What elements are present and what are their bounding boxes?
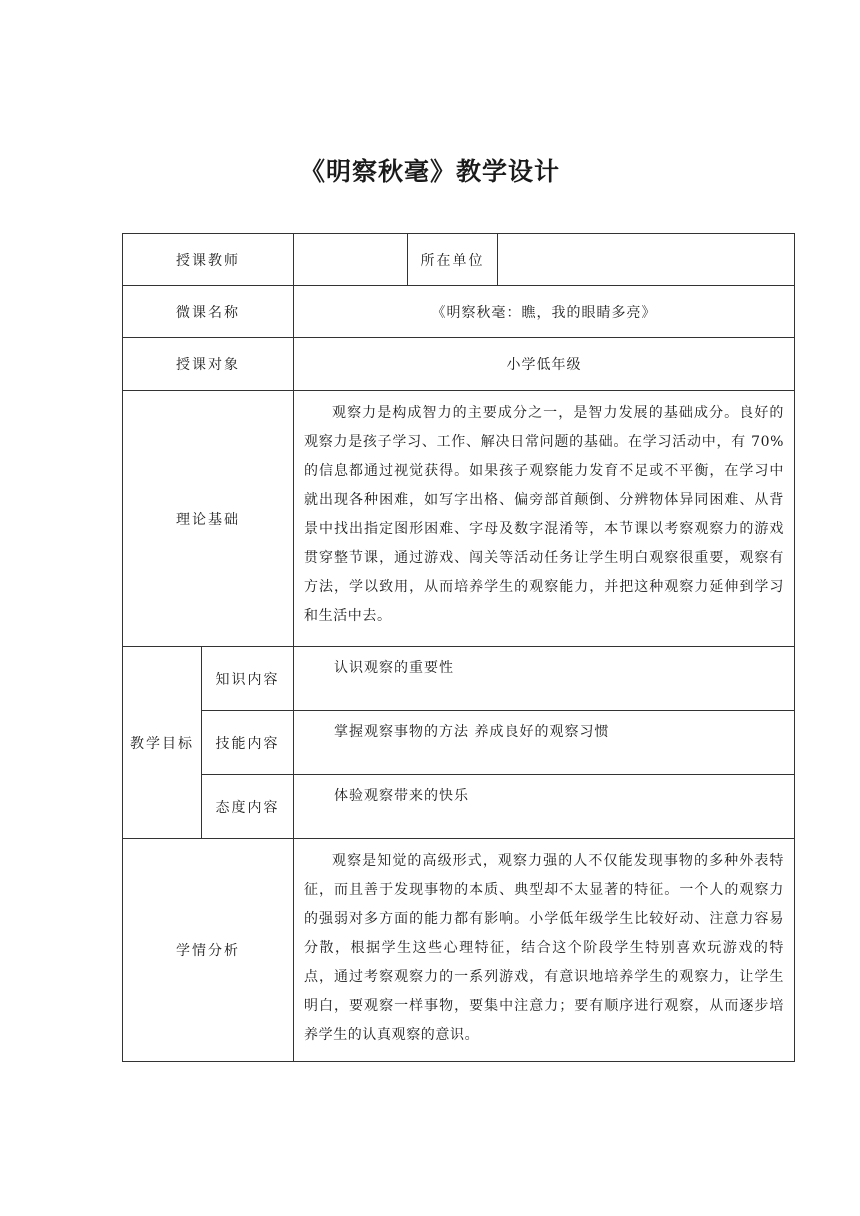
- attitude-label: 态度内容: [202, 775, 294, 839]
- row-attitude: [123, 775, 795, 839]
- skill-text: 掌握观察事物的方法 养成良好的观察习惯: [294, 711, 795, 775]
- document-title: 《明察秋毫》教学设计: [299, 157, 560, 186]
- row-course: [123, 286, 795, 338]
- unit-label: 所在单位: [408, 234, 498, 286]
- goals-label: 教学目标: [123, 647, 202, 839]
- row-audience: [123, 338, 795, 391]
- audience-label: 授课对象: [123, 338, 294, 391]
- theory-text: 观察力是构成智力的主要成分之一，是智力发展的基础成分。良好的观察力是孩子学习、工作、解决日常问题的基础。在学习活动中，有 70% 的信息都通过视觉获得。如果孩子观察能力发育不足或不平衡，在学习中就出现各种困难，如写字出格、偏旁部首颠倒、分辨物体异同困难、从背景中找出指定图形困难、字母及数字混淆等，本节课以考察观察力的游戏贯穿整节课，通过游戏、闯关等活动任务让学生明白观察很重要，观察有方法，学以致用，从而培养学生的观察能力，并把这种观察力延伸到学习和生活中去。: [294, 391, 795, 647]
- lesson-plan-table: [122, 233, 795, 1062]
- analysis-text: 观察是知觉的高级形式，观察力强的人不仅能发现事物的多种外表特征，而且善于发现事物的本质、典型却不太显著的特征。一个人的观察力的强弱对多方面的能力都有影响。小学低年级学生比较好动、注意力容易分散，根据学生这些心理特征，结合这个阶段学生特别喜欢玩游戏的特点，通过考察观察力的一系列游戏，有意识地培养学生的观察力，让学生明白，要观察一样事物，要集中注意力；要有顺序进行观察，从而逐步培养学生的认真观察的意识。: [294, 839, 795, 1062]
- audience-value: 小学低年级: [294, 338, 795, 391]
- row-analysis: [123, 839, 795, 1062]
- course-value: 《明察秋毫：瞧，我的眼睛多亮》: [294, 286, 795, 338]
- row-skill: [123, 711, 795, 775]
- row-knowledge: [123, 647, 795, 711]
- unit-value: [498, 234, 795, 286]
- attitude-text: 体验观察带来的快乐: [294, 775, 795, 839]
- knowledge-label: 知识内容: [202, 647, 294, 711]
- teacher-value: [294, 234, 408, 286]
- row-teacher: [123, 234, 795, 286]
- theory-label: 理论基础: [123, 391, 294, 647]
- knowledge-text: 认识观察的重要性: [294, 647, 795, 711]
- analysis-label: 学情分析: [123, 839, 294, 1062]
- row-theory: [123, 391, 795, 647]
- teacher-label: 授课教师: [123, 234, 294, 286]
- course-label: 微课名称: [123, 286, 294, 338]
- skill-label: 技能内容: [202, 711, 294, 775]
